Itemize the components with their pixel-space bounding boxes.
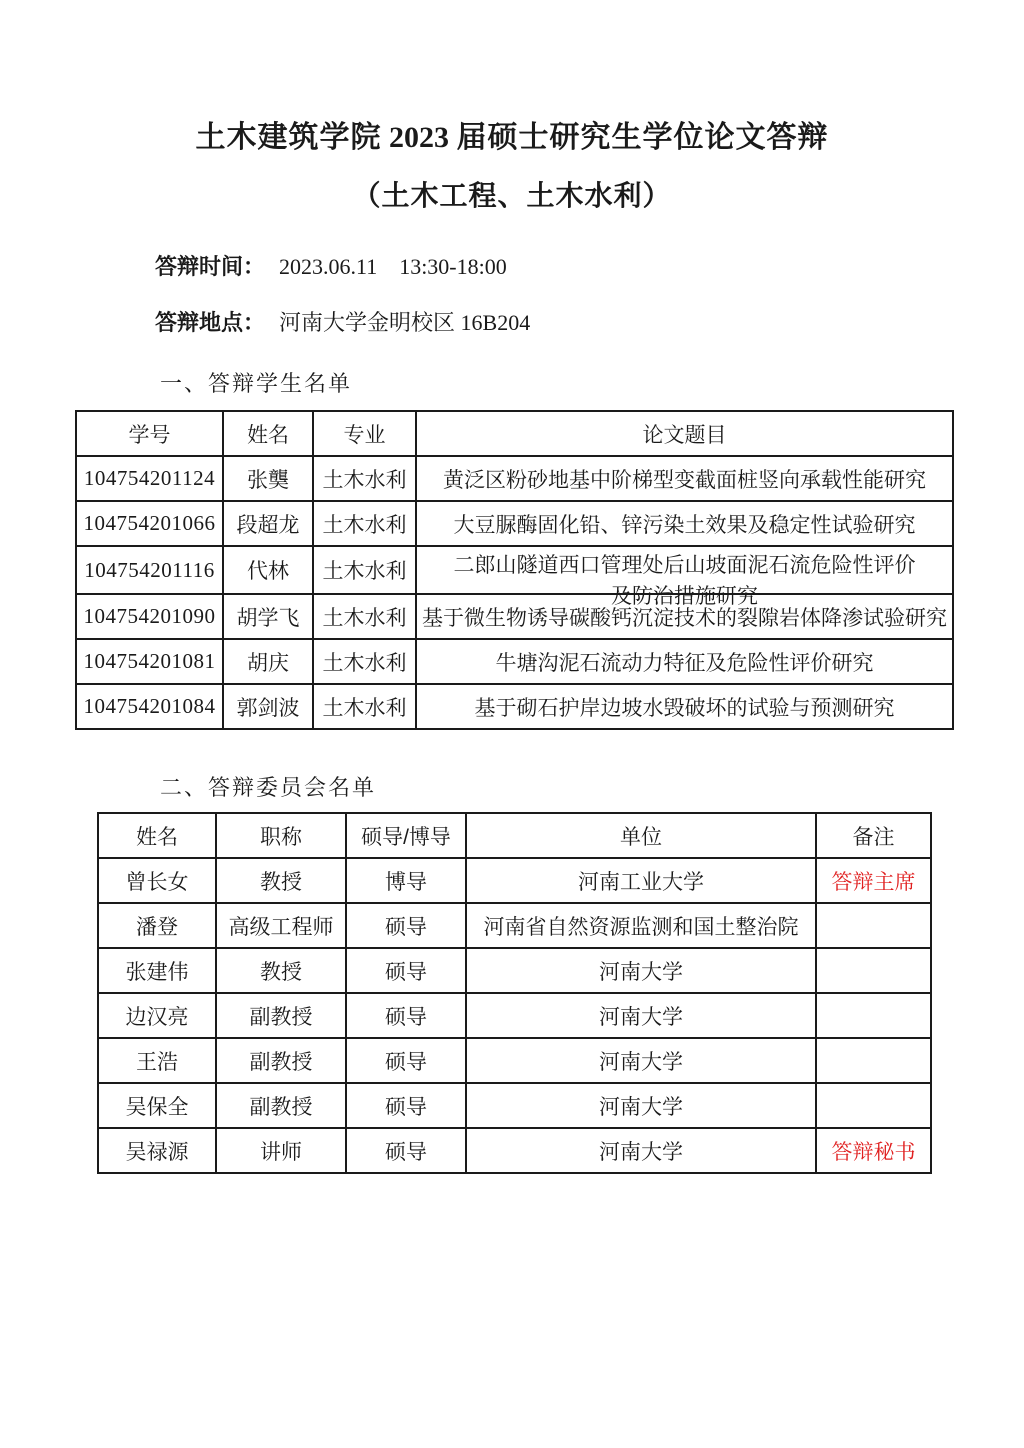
title-pre: 土木建筑学院 <box>195 121 382 154</box>
member-org: 河南省自然资源监测和国土整治院 <box>466 903 816 948</box>
member-org: 河南大学 <box>466 1083 816 1128</box>
student-name: 胡庆 <box>223 639 313 684</box>
member-type: 硕导 <box>346 1038 466 1083</box>
committee-header-row <box>98 813 931 858</box>
table-row <box>98 903 931 948</box>
committee-col-name: 姓名 <box>98 813 216 858</box>
member-org: 河南大学 <box>466 948 816 993</box>
student-major: 土木水利 <box>313 639 416 684</box>
student-id: 104754201124 <box>76 456 223 501</box>
member-name: 吴禄源 <box>98 1128 216 1173</box>
member-org: 河南大学 <box>466 1128 816 1173</box>
member-note: 答辩主席 <box>816 858 931 903</box>
defense-time-value: 2023.06.11 13:30-18:00 <box>279 254 507 279</box>
student-name: 段超龙 <box>223 501 313 546</box>
table-row <box>98 948 931 993</box>
member-type: 硕导 <box>346 1128 466 1173</box>
thesis-title: 大豆脲酶固化铅、锌污染土效果及稳定性试验研究 <box>416 501 953 546</box>
member-name: 王浩 <box>98 1038 216 1083</box>
member-type: 硕导 <box>346 993 466 1038</box>
table-row <box>98 1128 931 1173</box>
student-id: 104754201116 <box>76 546 223 594</box>
student-id: 104754201084 <box>76 684 223 729</box>
student-id: 104754201066 <box>76 501 223 546</box>
table-row <box>76 639 953 684</box>
member-title: 副教授 <box>216 993 346 1038</box>
member-note <box>816 948 931 993</box>
thesis-title-line1: 二郎山隧道西口管理处后山坡面泥石流危险性评价 <box>453 554 916 577</box>
member-type: 硕导 <box>346 948 466 993</box>
committee-section-heading: 二、答辩委员会名单 <box>160 775 377 800</box>
table-row <box>98 858 931 903</box>
student-major: 土木水利 <box>313 501 416 546</box>
student-major: 土木水利 <box>313 546 416 594</box>
table-row <box>98 1038 931 1083</box>
member-note: 答辩秘书 <box>816 1128 931 1173</box>
student-name: 代林 <box>223 546 313 594</box>
member-title: 副教授 <box>216 1083 346 1128</box>
committee-col-note: 备注 <box>816 813 931 858</box>
table-row <box>98 1083 931 1128</box>
thesis-title: 基于微生物诱导碳酸钙沉淀技术的裂隙岩体降渗试验研究 <box>416 594 953 639</box>
committee-col-org: 单位 <box>466 813 816 858</box>
students-col-name: 姓名 <box>223 411 313 456</box>
member-note <box>816 1083 931 1128</box>
student-major: 土木水利 <box>313 684 416 729</box>
member-note <box>816 903 931 948</box>
member-name: 张建伟 <box>98 948 216 993</box>
member-org: 河南大学 <box>466 1038 816 1083</box>
member-type: 硕导 <box>346 1083 466 1128</box>
member-title: 教授 <box>216 858 346 903</box>
defense-time-label: 答辩时间： <box>155 254 266 279</box>
committee-col-title: 职称 <box>216 813 346 858</box>
committee-col-type: 硕导/博导 <box>346 813 466 858</box>
thesis-title: 黄泛区粉砂地基中阶梯型变截面桩竖向承载性能研究 <box>416 456 953 501</box>
committee-table <box>97 812 932 1174</box>
thesis-title: 牛塘沟泥石流动力特征及危险性评价研究 <box>416 639 953 684</box>
defense-time-line <box>155 252 1024 282</box>
defense-place-room: 16B204 <box>455 310 531 335</box>
student-id: 104754201081 <box>76 639 223 684</box>
defense-place-label: 答辩地点： <box>155 310 266 335</box>
students-col-title: 论文题目 <box>416 411 953 456</box>
student-name: 胡学飞 <box>223 594 313 639</box>
member-type: 博导 <box>346 858 466 903</box>
students-section-heading: 一、答辩学生名单 <box>160 371 353 396</box>
member-note <box>816 993 931 1038</box>
student-name: 郭剑波 <box>223 684 313 729</box>
title-post: 届硕士研究生学位论文答辩 <box>456 121 829 154</box>
student-name: 张龑 <box>223 456 313 501</box>
member-title: 教授 <box>216 948 346 993</box>
student-major: 土木水利 <box>313 594 416 639</box>
students-col-id: 学号 <box>76 411 223 456</box>
page-title <box>0 0 1024 158</box>
member-name: 潘登 <box>98 903 216 948</box>
student-id: 104754201090 <box>76 594 223 639</box>
defense-place-name: 河南大学金明校区 <box>279 310 456 335</box>
thesis-title: 基于砌石护岸边坡水毁破坏的试验与预测研究 <box>416 684 953 729</box>
table-row <box>76 546 953 594</box>
thesis-title <box>416 546 953 608</box>
table-row <box>98 993 931 1038</box>
member-note <box>816 1038 931 1083</box>
member-name: 吴保全 <box>98 1083 216 1128</box>
table-row <box>76 501 953 546</box>
thesis-title-clipped <box>419 547 950 608</box>
member-title: 高级工程师 <box>216 903 346 948</box>
title-year: 2023 <box>381 121 457 154</box>
member-name: 曾长女 <box>98 858 216 903</box>
member-title: 讲师 <box>216 1128 346 1173</box>
students-table <box>75 410 954 730</box>
table-row <box>76 684 953 729</box>
students-col-major: 专业 <box>313 411 416 456</box>
students-header-row <box>76 411 953 456</box>
page-subtitle: （土木工程、土木水利） <box>352 180 672 211</box>
student-major: 土木水利 <box>313 456 416 501</box>
member-name: 边汉亮 <box>98 993 216 1038</box>
defense-place-line <box>155 308 1024 338</box>
member-org: 河南工业大学 <box>466 858 816 903</box>
table-row <box>76 456 953 501</box>
table-row <box>76 594 953 639</box>
member-org: 河南大学 <box>466 993 816 1038</box>
thesis-title-line2: 及防治措施研究 <box>611 585 758 608</box>
member-type: 硕导 <box>346 903 466 948</box>
member-title: 副教授 <box>216 1038 346 1083</box>
